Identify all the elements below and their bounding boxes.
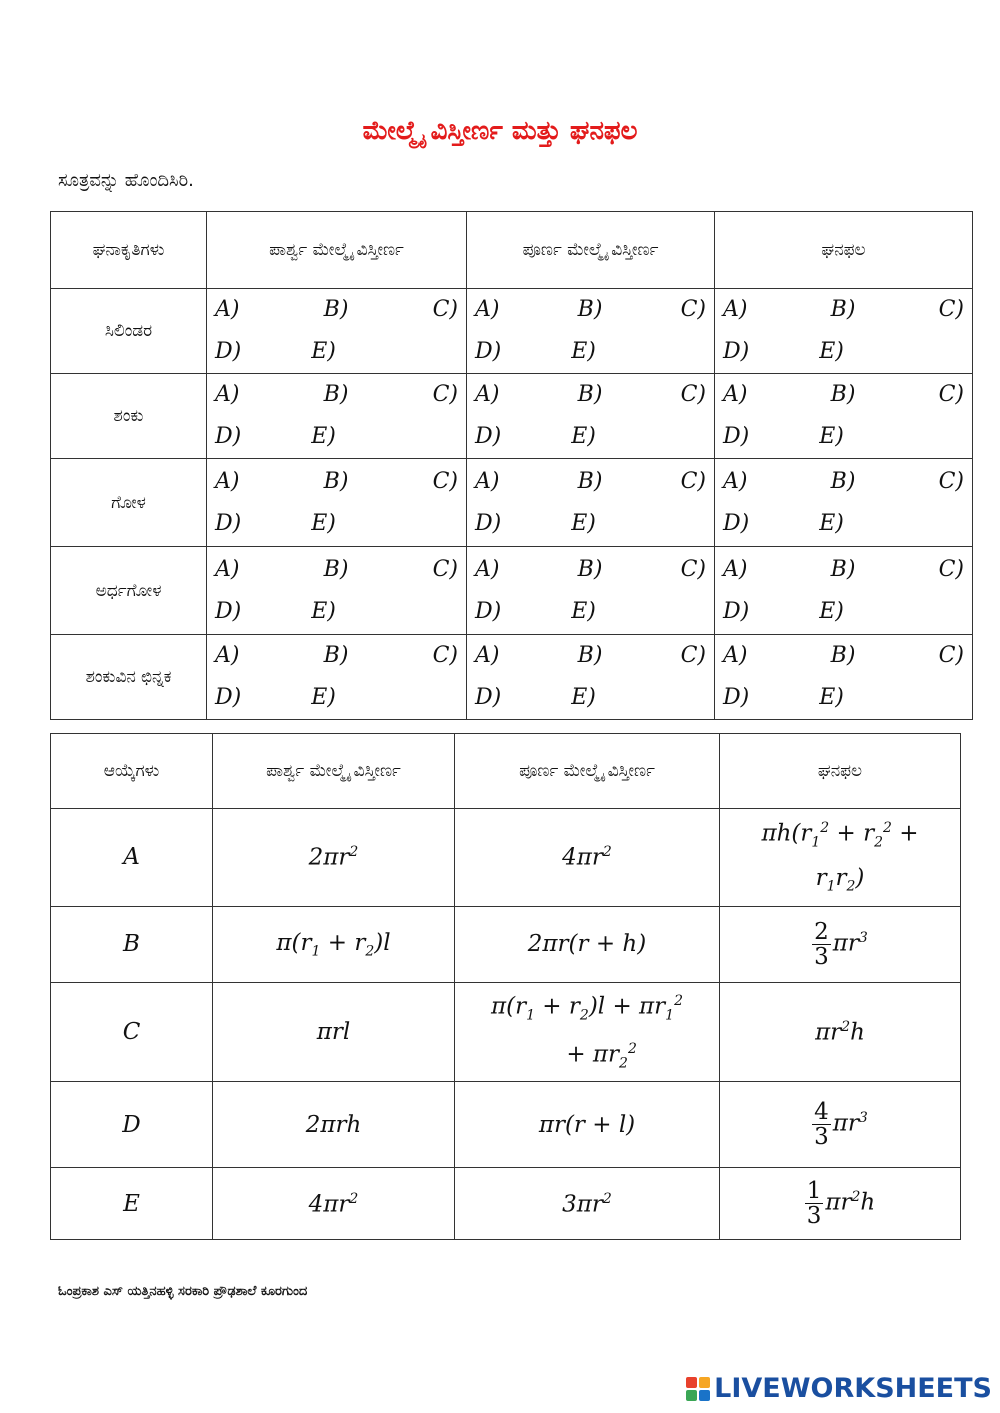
options-line: [215, 416, 458, 458]
tsa-formula: $4\pi r^2$: [455, 809, 720, 907]
option-marker[interactable]: E): [571, 424, 596, 449]
lsa-formula: πrl: [213, 982, 455, 1082]
option-marker[interactable]: A): [475, 643, 500, 668]
option-marker[interactable]: E): [819, 685, 844, 710]
logo-square: [686, 1377, 697, 1388]
table-row: [51, 459, 973, 547]
table-row: [51, 635, 973, 720]
option-marker[interactable]: A): [475, 382, 500, 407]
lsa-formula: $2\pi r^2$: [213, 809, 455, 907]
header-lsa: ಪಾರ್ಶ್ವ ಮೇಲ್ಮೈ ವಿಸ್ತೀರ್ಣ: [207, 212, 467, 289]
option-marker[interactable]: C): [432, 643, 458, 668]
volume-formula: $\pi r^2h$: [720, 982, 961, 1082]
options-line: [215, 591, 458, 633]
options-line: [475, 331, 706, 373]
lsa-formula: $\pi(r_1 + r_2)l$: [213, 906, 455, 982]
lsa-formula: 2πrh: [213, 1082, 455, 1168]
liveworksheets-logo[interactable]: [686, 1373, 992, 1404]
lsa-answer-cell[interactable]: [207, 374, 467, 459]
option-marker[interactable]: E): [311, 685, 336, 710]
option-marker[interactable]: B): [323, 297, 349, 322]
option-marker[interactable]: E): [819, 339, 844, 364]
shape-name: ಅರ್ಧಗೋಳ: [51, 547, 207, 635]
volume-formula: $\frac{4}{3}$ $\pi r^3$: [720, 1082, 961, 1168]
options-line: [215, 503, 458, 545]
options-line: [215, 289, 458, 331]
option-marker[interactable]: B): [577, 382, 603, 407]
option-marker[interactable]: D): [723, 339, 750, 364]
option-marker[interactable]: B): [830, 556, 856, 582]
option-marker[interactable]: B): [323, 556, 349, 582]
option-marker[interactable]: D): [215, 598, 242, 624]
option-marker[interactable]: C): [680, 556, 706, 582]
logo-text: LIVEWORKSHEETS: [714, 1373, 992, 1404]
option-marker[interactable]: C): [938, 556, 964, 582]
header-volume: ಘನಫಲ: [720, 734, 961, 809]
options-line: [475, 461, 706, 503]
header-lsa: ಪಾರ್ಶ್ವ ಮೇಲ್ಮೈ ವಿಸ್ತೀರ್ಣ: [213, 734, 455, 809]
page-title: ಮೇಲ್ಮೈ ವಿಸ್ತೀರ್ಣ ಮತ್ತು ಘನಫಲ: [362, 116, 638, 146]
options-line: [215, 461, 458, 503]
option-label: C: [51, 982, 213, 1082]
option-marker[interactable]: E): [311, 510, 336, 536]
option-marker[interactable]: C): [938, 468, 964, 494]
options-line: [475, 591, 706, 633]
tsa-answer-cell[interactable]: [467, 547, 715, 635]
options-line: [215, 677, 458, 719]
table-row: [51, 1082, 961, 1168]
options-line: [475, 374, 706, 416]
option-marker[interactable]: B): [577, 468, 603, 494]
header-solids: ಘನಾಕೃತಿಗಳು: [51, 212, 207, 289]
option-marker[interactable]: B): [830, 297, 856, 322]
options-line: [723, 635, 964, 677]
option-marker[interactable]: C): [680, 297, 706, 322]
option-marker[interactable]: A): [475, 556, 500, 582]
tsa-formula: $\pi(r_1 + r_2)l + \pi r_1^2$ + $\pi r_2^2$: [455, 982, 720, 1082]
options-line: [475, 635, 706, 677]
options-line: [723, 503, 964, 545]
options-line: [723, 549, 964, 591]
options-line: [475, 549, 706, 591]
table-row: [51, 982, 961, 1082]
option-marker[interactable]: D): [475, 510, 502, 536]
lsa-formula: $4\pi r^2$: [213, 1168, 455, 1240]
option-marker[interactable]: E): [571, 510, 596, 536]
shapes-table-header: [51, 212, 973, 289]
option-marker[interactable]: A): [215, 382, 240, 407]
option-marker[interactable]: B): [577, 556, 603, 582]
option-marker[interactable]: B): [577, 297, 603, 322]
option-marker[interactable]: C): [432, 382, 458, 407]
logo-square: [699, 1390, 710, 1401]
option-marker[interactable]: E): [311, 598, 336, 624]
table-row: [51, 906, 961, 982]
option-label: D: [51, 1082, 213, 1168]
options-line: [475, 677, 706, 719]
instruction-text: ಸೂತ್ರವನ್ನು ಹೊಂದಿಸಿರಿ.: [58, 170, 194, 191]
table-row: [51, 374, 973, 459]
options-line: [723, 374, 964, 416]
shape-name: ಗೋಳ: [51, 459, 207, 547]
options-line: [723, 416, 964, 458]
table-row: [51, 289, 973, 374]
volume-formula: $\frac{1}{3}$ $\pi r^2h$: [720, 1168, 961, 1240]
option-marker[interactable]: D): [723, 510, 750, 536]
option-marker[interactable]: B): [323, 468, 349, 494]
option-marker[interactable]: D): [475, 339, 502, 364]
logo-square: [699, 1377, 710, 1388]
option-marker[interactable]: D): [215, 685, 242, 710]
option-marker[interactable]: B): [323, 643, 349, 668]
option-marker[interactable]: A): [723, 643, 748, 668]
option-marker[interactable]: D): [475, 598, 502, 624]
options-line: [723, 331, 964, 373]
options-line: [215, 635, 458, 677]
option-marker[interactable]: C): [938, 297, 964, 322]
volume-answer-cell[interactable]: [715, 289, 973, 374]
option-marker[interactable]: C): [680, 468, 706, 494]
option-marker[interactable]: E): [819, 598, 844, 624]
lsa-answer-cell[interactable]: [207, 547, 467, 635]
option-marker[interactable]: A): [723, 556, 748, 582]
option-marker[interactable]: A): [723, 297, 748, 322]
lsa-answer-cell[interactable]: [207, 635, 467, 720]
option-marker[interactable]: C): [680, 382, 706, 407]
option-marker[interactable]: D): [215, 510, 242, 536]
option-marker[interactable]: A): [475, 468, 500, 494]
options-line: [723, 289, 964, 331]
option-marker[interactable]: D): [475, 685, 502, 710]
options-line: [215, 549, 458, 591]
option-marker[interactable]: A): [723, 382, 748, 407]
option-marker[interactable]: B): [830, 643, 856, 668]
volume-answer-cell[interactable]: [715, 459, 973, 547]
options-line: [215, 374, 458, 416]
option-marker[interactable]: B): [323, 382, 349, 407]
options-line: [723, 591, 964, 633]
tsa-answer-cell[interactable]: [467, 374, 715, 459]
volume-formula: $\frac{2}{3}$ $\pi r^3$: [720, 906, 961, 982]
option-marker[interactable]: C): [432, 468, 458, 494]
options-line: [475, 416, 706, 458]
options-table: [50, 733, 961, 1240]
option-marker[interactable]: E): [571, 339, 596, 364]
shape-name: ಶಂಕುವಿನ ಛಿನ್ನಕ: [51, 635, 207, 720]
option-marker[interactable]: D): [475, 424, 502, 449]
option-marker[interactable]: E): [819, 510, 844, 536]
option-marker[interactable]: B): [830, 382, 856, 407]
option-marker[interactable]: B): [830, 468, 856, 494]
options-line: [475, 289, 706, 331]
header-options: ಆಯ್ಕೆಗಳು: [51, 734, 213, 809]
option-marker[interactable]: A): [215, 556, 240, 582]
option-marker[interactable]: E): [311, 424, 336, 449]
logo-square: [686, 1390, 697, 1401]
tsa-formula: 2πr(r + h): [455, 906, 720, 982]
option-label: B: [51, 906, 213, 982]
table-row: [51, 547, 973, 635]
author-footer: ಓಂಪ್ರಕಾಶ ಎಸ್ ಯತ್ತಿನಹಳ್ಳಿ ಸರಕಾರಿ ಪ್ರೌಢಶಾಲೆ ಕೂರಗುಂದ: [58, 1284, 308, 1299]
shape-name: ಸಿಲಿಂಡರ: [51, 289, 207, 374]
volume-formula: $\pi h(r_1^2 + r_2^2$ + $r_1r_2$): [720, 809, 961, 907]
option-marker[interactable]: C): [432, 297, 458, 322]
tsa-formula: $3\pi r^2$: [455, 1168, 720, 1240]
tsa-formula: πr(r + l): [455, 1082, 720, 1168]
option-marker[interactable]: C): [680, 643, 706, 668]
volume-answer-cell[interactable]: [715, 547, 973, 635]
option-marker[interactable]: E): [311, 339, 336, 364]
option-marker[interactable]: E): [571, 598, 596, 624]
tsa-answer-cell[interactable]: [467, 289, 715, 374]
option-marker[interactable]: A): [215, 643, 240, 668]
shapes-table: [50, 211, 973, 720]
logo-icon: [686, 1377, 710, 1401]
header-volume: ಘನಫಲ: [715, 212, 973, 289]
options-line: [723, 677, 964, 719]
option-label: E: [51, 1168, 213, 1240]
option-marker[interactable]: D): [723, 424, 750, 449]
options-line: [215, 331, 458, 373]
option-marker[interactable]: A): [215, 297, 240, 322]
tsa-answer-cell[interactable]: [467, 635, 715, 720]
option-marker[interactable]: D): [215, 424, 242, 449]
option-marker[interactable]: B): [577, 643, 603, 668]
option-marker[interactable]: D): [723, 685, 750, 710]
option-marker[interactable]: E): [571, 685, 596, 710]
header-tsa: ಪೂರ್ಣ ಮೇಲ್ಮೈ ವಿಸ್ತೀರ್ಣ: [467, 212, 715, 289]
header-tsa: ಪೂರ್ಣ ಮೇಲ್ಮೈ ವಿಸ್ತೀರ್ಣ: [455, 734, 720, 809]
option-marker[interactable]: A): [723, 468, 748, 494]
option-marker[interactable]: C): [432, 556, 458, 582]
option-marker[interactable]: C): [938, 643, 964, 668]
option-marker[interactable]: E): [819, 424, 844, 449]
tsa-answer-cell[interactable]: [467, 459, 715, 547]
option-label: A: [51, 809, 213, 907]
table-row: [51, 809, 961, 907]
lsa-answer-cell[interactable]: [207, 289, 467, 374]
option-marker[interactable]: D): [723, 598, 750, 624]
lsa-answer-cell[interactable]: [207, 459, 467, 547]
option-marker[interactable]: A): [215, 468, 240, 494]
option-marker[interactable]: D): [215, 339, 242, 364]
options-line: [723, 461, 964, 503]
volume-answer-cell[interactable]: [715, 635, 973, 720]
options-line: [475, 503, 706, 545]
options-table-header: [51, 734, 961, 809]
table-row: [51, 1168, 961, 1240]
volume-answer-cell[interactable]: [715, 374, 973, 459]
option-marker[interactable]: A): [475, 297, 500, 322]
option-marker[interactable]: C): [938, 382, 964, 407]
shape-name: ಶಂಕು: [51, 374, 207, 459]
